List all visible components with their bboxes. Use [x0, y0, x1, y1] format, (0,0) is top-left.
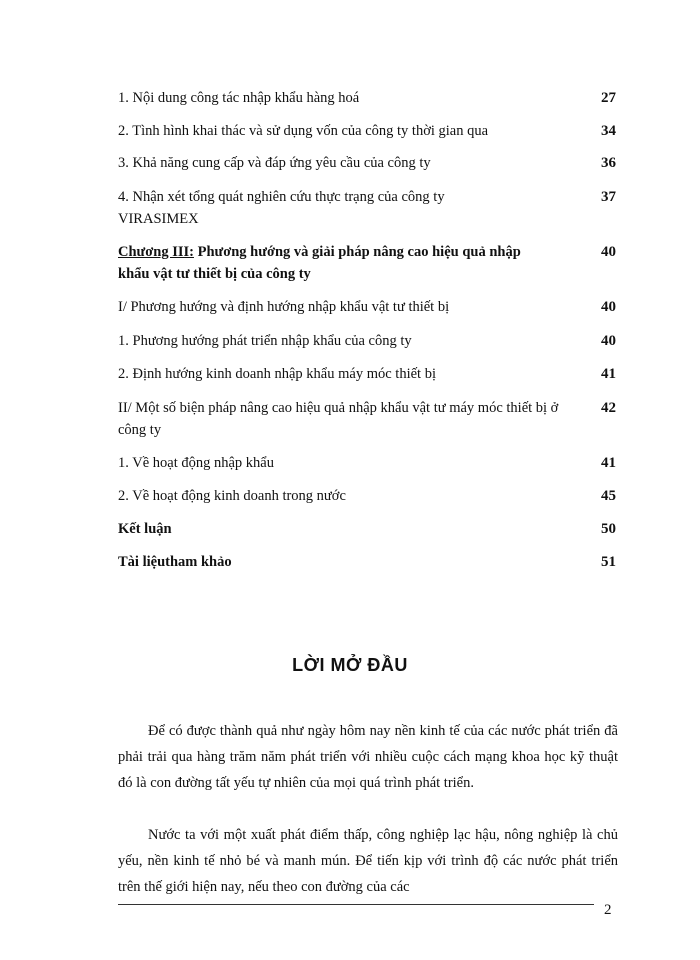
toc-page-number: 51: [601, 554, 616, 570]
toc-entry-text: 2. Tình hình khai thác và sử dụng vốn của công ty thời gian qua: [118, 123, 489, 139]
toc-entry-text: 1. Nội dung công tác nhập khẩu hàng hoá: [118, 90, 360, 106]
section-heading: LỜI MỞ ĐẦU: [292, 655, 408, 675]
toc-row: [118, 485, 616, 507]
toc-page-number: 41: [601, 455, 616, 471]
toc-page-number: 34: [601, 123, 616, 139]
toc-row: [118, 87, 616, 109]
toc-page-number: 27: [601, 90, 616, 106]
toc-row: [118, 186, 616, 230]
toc-entry-text: II/ Một số biện pháp nâng cao hiệu quả nhập khẩu vật tư máy móc thiết bị ở công ty: [118, 400, 559, 438]
toc-row: [118, 518, 616, 540]
chapter-title-text: Phương hướng và giải pháp nâng cao hiệu quả nhập khẩu vật tư thiết bị của công ty: [118, 244, 521, 282]
toc-entry-text: 3. Khả năng cung cấp và đáp ứng yêu cầu của công ty: [118, 155, 431, 171]
toc-row: [118, 296, 616, 318]
toc-entry-text: 1. Về hoạt động nhập khẩu: [118, 455, 274, 471]
toc-row: [118, 551, 616, 573]
toc-row: [118, 120, 616, 142]
toc-page-number: 40: [601, 299, 616, 315]
toc-page-number: 40: [601, 333, 616, 349]
toc-row: [118, 152, 616, 174]
footer-page-number: 2: [604, 902, 612, 918]
toc-row: [118, 330, 616, 352]
toc-page-number: 36: [601, 155, 616, 171]
toc-entry-text: 2. Định hướng kinh doanh nhập khẩu máy móc thiết bị: [118, 366, 436, 382]
footer-divider: [118, 904, 594, 905]
toc-chapter-title: [118, 241, 538, 285]
body-paragraph: Để có được thành quả như ngày hôm nay nền kinh tế của các nước phát triển đã phải trải qua hàng trăm năm phát triển với nhiều cuộc cách mạng khoa học kỹ thuật đó là con đường tất yếu tự nhiên của mọi quá trình phát triển.: [118, 723, 618, 791]
toc-page-number: 41: [601, 366, 616, 382]
toc-entry-text: I/ Phương hướng và định hướng nhập khẩu vật tư thiết bị: [118, 299, 450, 315]
toc-entry-text: Kết luận: [118, 521, 172, 537]
toc-page-number: 37: [601, 189, 616, 205]
toc-row-chapter: [118, 241, 616, 285]
chapter-label: Chương III:: [118, 244, 194, 260]
toc-entry-text: 1. Phương hướng phát triển nhập khẩu của công ty: [118, 333, 412, 349]
toc-row: [118, 363, 616, 385]
toc-entry-text: 4. Nhận xét tổng quát nghiên cứu thực trạng của công ty VIRASIMEX: [118, 189, 445, 227]
toc-page-number: 45: [601, 488, 616, 504]
body-paragraph: Nước ta với một xuất phát điểm thấp, công nghiệp lạc hậu, nông nghiệp là chủ yếu, nền kinh tế nhỏ bé và manh mún. Để tiến kịp với trình độ các nước phát triển trên thế giới hiện nay, nếu theo con đường của các: [118, 827, 618, 895]
toc-row: [118, 452, 616, 474]
toc-page-number: 50: [601, 521, 616, 537]
toc-entry-text: Tài liệutham khảo: [118, 554, 232, 570]
toc-entry-text: 2. Về hoạt động kinh doanh trong nước: [118, 488, 346, 504]
toc-page-number: 40: [601, 244, 616, 260]
toc-row: [118, 397, 616, 441]
toc-page-number: 42: [601, 400, 616, 416]
